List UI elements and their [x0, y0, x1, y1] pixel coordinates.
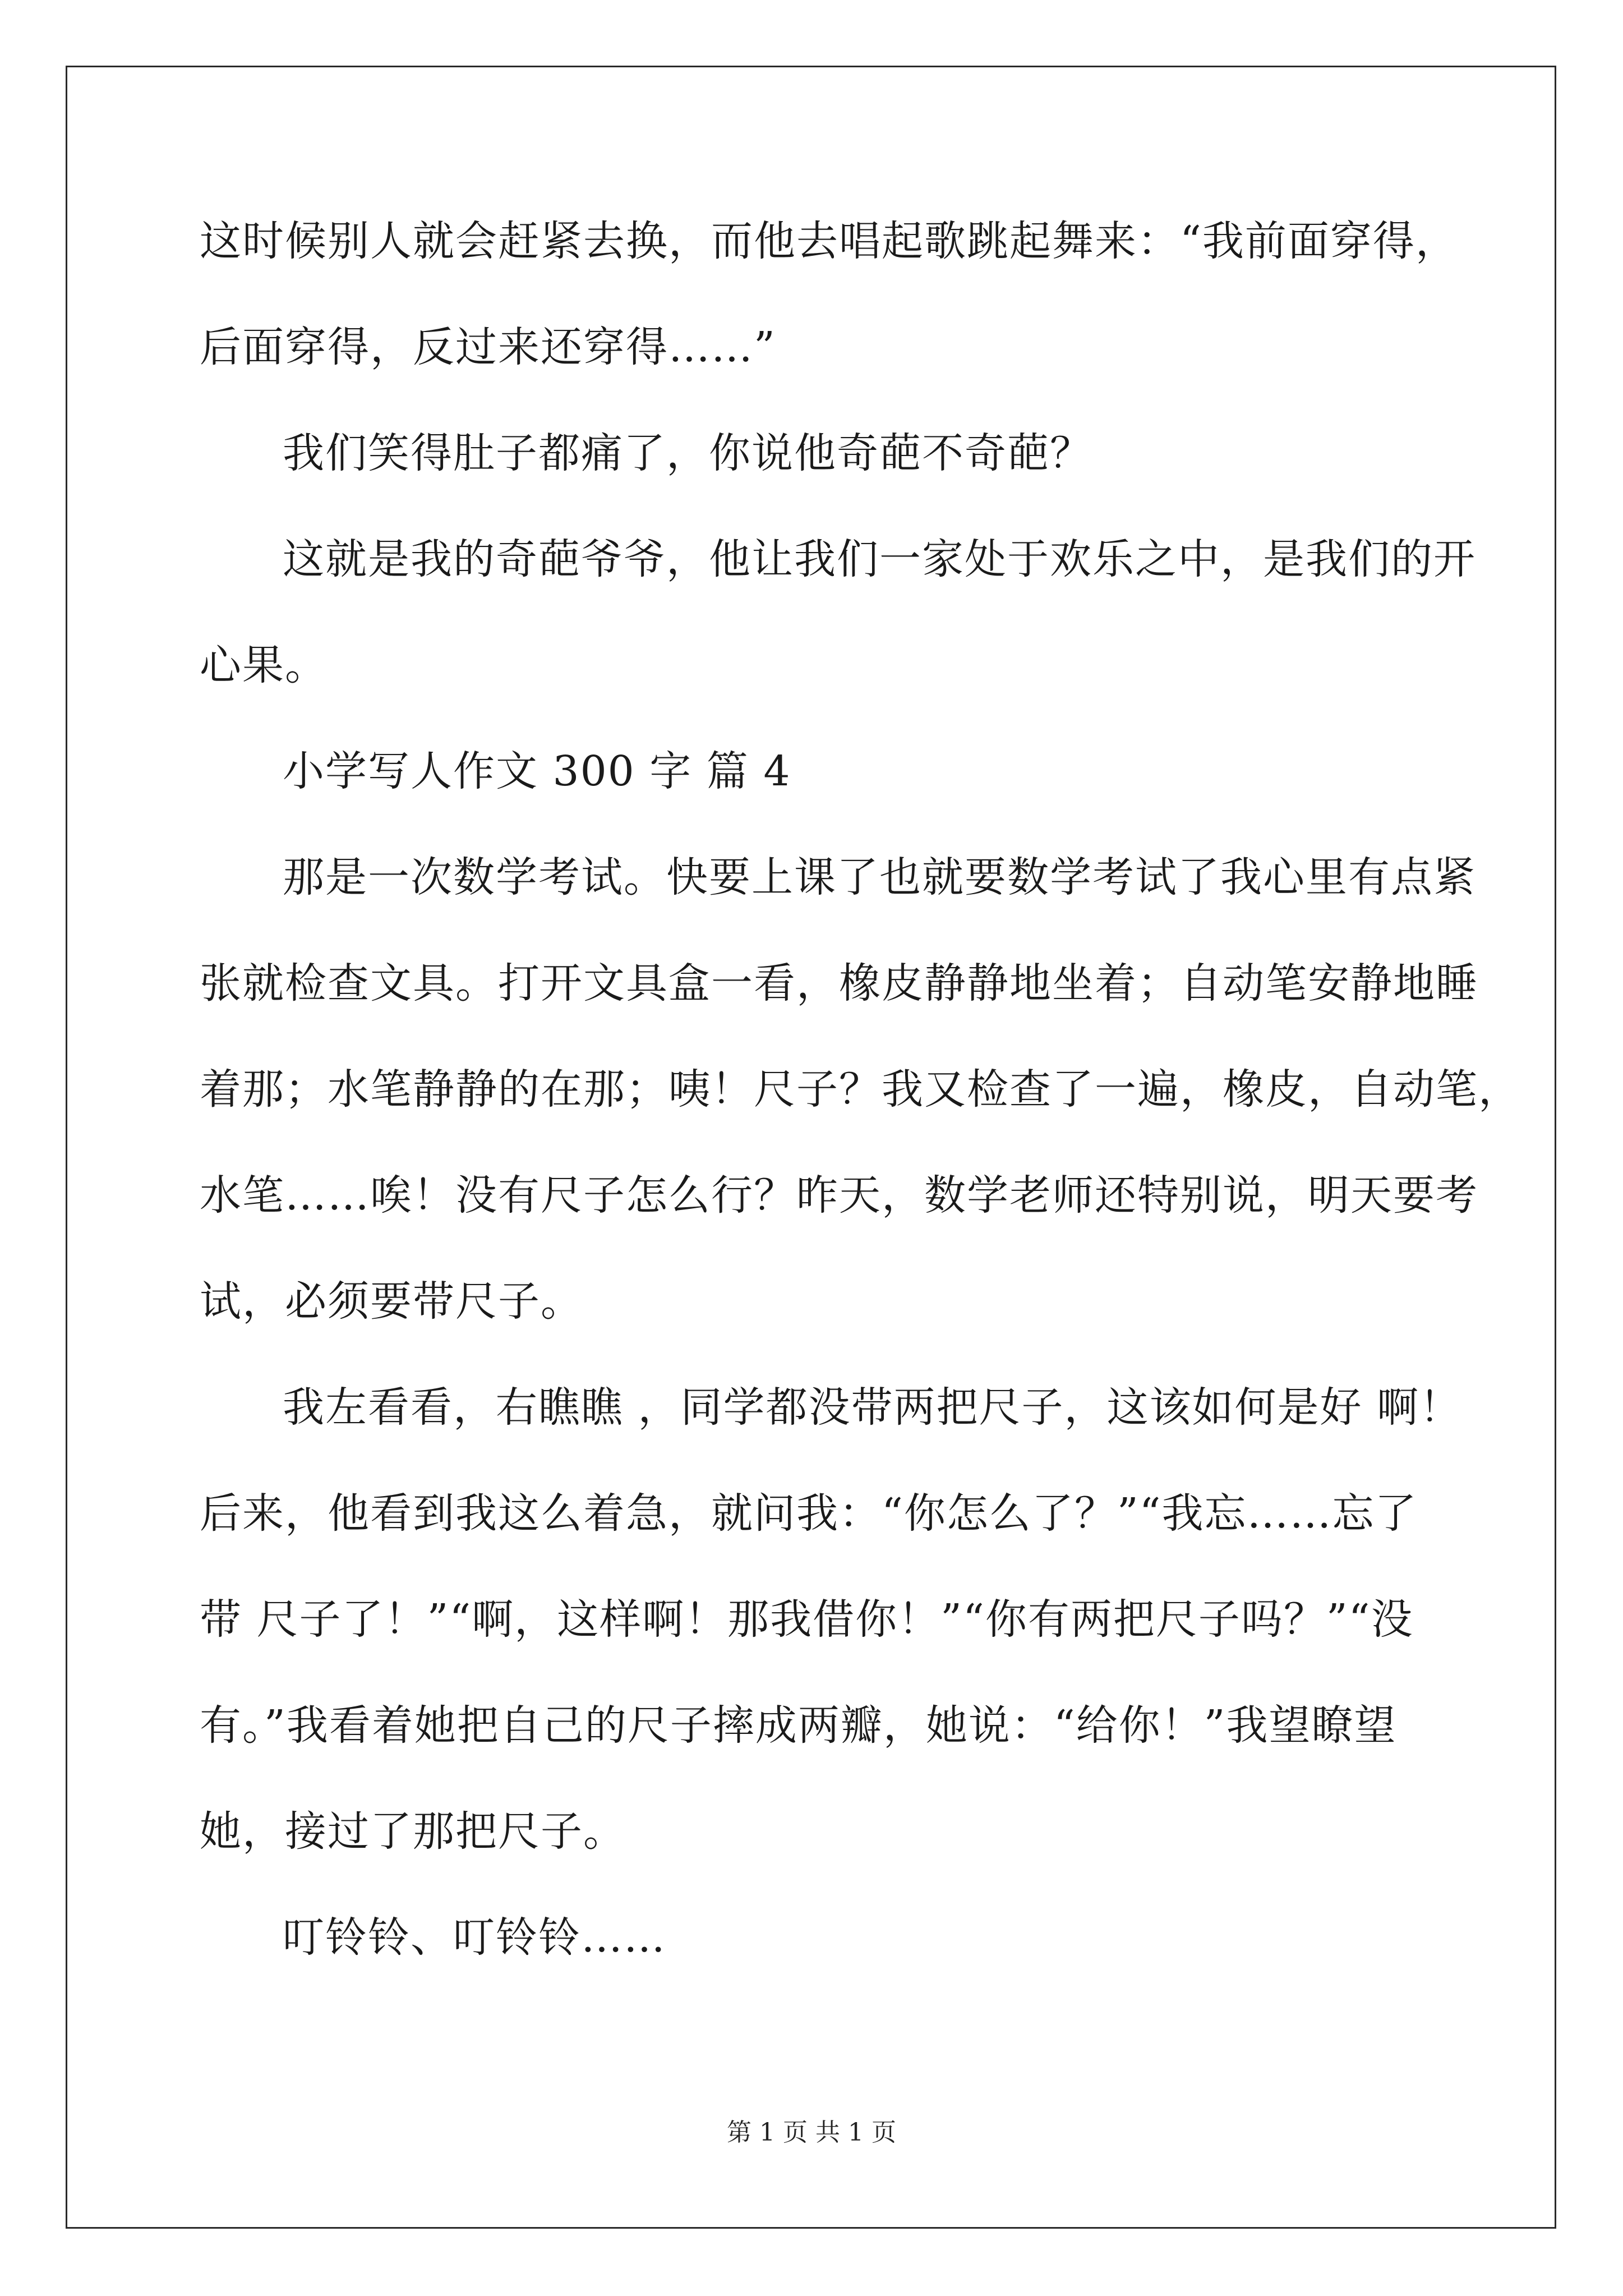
paragraph-line: 叮铃铃、叮铃铃……: [283, 1913, 666, 1962]
text-line: 带 尺子了！”“啊，这样啊！那我借你！”“你有两把尺子吗？”“没: [200, 1595, 1414, 1644]
paragraph-line: 我左看看，右瞧瞧 ，同学都没带两把尺子，这该如何是好 啊！: [283, 1383, 1463, 1432]
text-line: 张就检查文具。打开文具盒一看，橡皮静静地坐着；自动笔安静地睡: [200, 959, 1478, 1007]
text-line: 她，接过了那把尺子。: [200, 1807, 626, 1856]
text-line: 这时候别人就会赶紧去换，而他去唱起歌跳起舞来：“我前面穿得，: [200, 217, 1458, 265]
text-line: 试，必须要带尺子。: [200, 1277, 583, 1326]
text-line: 有。”我看着她把自己的尺子摔成两瓣，她说：“给你！”我望瞭望: [200, 1701, 1397, 1750]
paragraph-line: 这就是我的奇葩爷爷，他让我们一家处于欢乐之中，是我们的开: [283, 535, 1476, 583]
text-line: 水笔……唉！没有尺子怎么行？昨天，数学老师还特别说，明天要考: [200, 1171, 1478, 1220]
page-footer: 第 1 页 共 1 页: [727, 2118, 896, 2147]
text-line: 后面穿得，反过来还穿得……”: [200, 323, 776, 371]
page-border: [66, 66, 1556, 2229]
text-line: 心果。: [200, 641, 328, 689]
section-heading: 小学写人作文 300 字 篇 4: [283, 747, 791, 795]
paragraph-line: 我们笑得肚子都痛了，你说他奇葩不奇葩？: [283, 429, 1092, 477]
text-line: 后来，他看到我这么着急，就问我：“你怎么了？”“我忘……忘了: [200, 1489, 1418, 1538]
text-line: 着那；水笔静静的在那；咦！尺子？我又检查了一遍，橡皮，自动笔，: [200, 1065, 1521, 1114]
paragraph-line: 那是一次数学考试。快要上课了也就要数学考试了我心里有点紧: [283, 853, 1476, 901]
